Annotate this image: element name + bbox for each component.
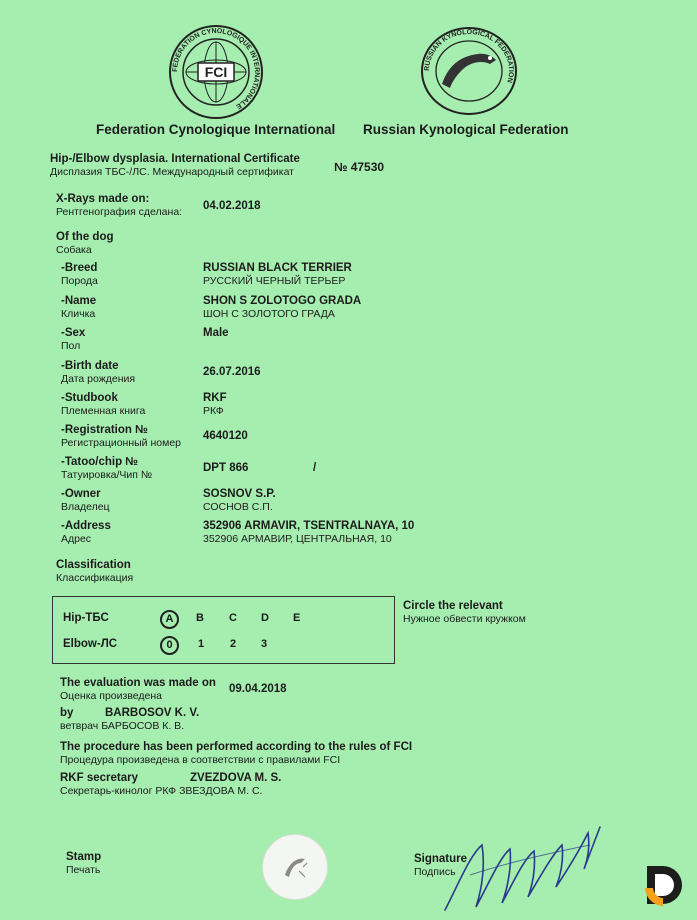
- label-ru: Пол: [61, 340, 81, 352]
- label-en: Classification: [56, 559, 131, 571]
- field-chip-value: DPT 866: [203, 462, 249, 474]
- hip-grade-a-selected: [160, 609, 179, 629]
- hip-grade-c: C: [229, 612, 237, 624]
- label-ru: Классификация: [56, 572, 134, 584]
- field-birthdate-label: [61, 360, 135, 386]
- by-ru: ветврач: [60, 720, 99, 732]
- label-en: -Birth date: [61, 360, 119, 372]
- field-name-label: [61, 295, 96, 321]
- secretary-label-en: RKF secretary: [60, 772, 138, 784]
- by-en: by: [60, 707, 74, 719]
- field-owner-label: [61, 488, 110, 514]
- label-en: -Owner: [61, 488, 101, 500]
- title-en: Hip-/Elbow dysplasia. International Certificate: [50, 153, 300, 165]
- hip-grade-e: E: [293, 612, 301, 624]
- value-en: SOSNOV S.P.: [203, 488, 276, 500]
- grade-circle: A: [160, 610, 179, 629]
- field-address-label: [61, 520, 111, 546]
- hip-grade-d: D: [261, 612, 269, 624]
- value-en: 352906 ARMAVIR, TSENTRALNAYA, 10: [203, 520, 415, 532]
- value-en: RKF: [203, 392, 227, 404]
- label-ru: Владелец: [61, 501, 110, 513]
- stamp-en: Stamp: [66, 851, 102, 863]
- secretary: [60, 772, 281, 798]
- secretary-name-en: ZVEZDOVA M. S.: [190, 772, 282, 784]
- label-ru: Регистрационный номер: [61, 437, 181, 449]
- xray-date: 04.02.2018: [203, 200, 261, 212]
- title-ru: Дисплазия ТБС-/ЛС. Международный сертификат: [50, 166, 294, 178]
- elbow-grade-0-selected: [160, 635, 179, 655]
- procedure-statement: [60, 741, 412, 767]
- evaluation-label: [60, 677, 216, 703]
- stamp-ru: Печать: [66, 864, 101, 876]
- certificate-title: [50, 153, 300, 179]
- rkf-name: Russian Kynological Federation: [363, 122, 569, 137]
- watermark-logo-icon: [641, 862, 687, 908]
- field-registration-label: [61, 424, 181, 450]
- stamp-label: [66, 851, 101, 877]
- procedure-en: The procedure has been performed according to the rules of FCI: [60, 741, 413, 753]
- label-en: -Address: [61, 520, 111, 532]
- field-name-value: [203, 295, 361, 321]
- xray-label: [56, 193, 182, 219]
- vet-name-en: BARBOSOV K. V.: [105, 707, 200, 719]
- rkf-ring-text: RUSSIAN KYNOLOGICAL FEDERATION: [423, 28, 515, 84]
- field-sex-label: [61, 327, 85, 353]
- label-en: -Tatoo/chip №: [61, 456, 139, 468]
- grade-circle: 0: [160, 636, 179, 655]
- label-ru: Адрес: [61, 533, 92, 545]
- field-address-value: [203, 520, 414, 546]
- classification-label: [56, 559, 133, 585]
- label-ru: Татуировка/Чип №: [61, 469, 153, 481]
- label-en: -Name: [61, 295, 97, 307]
- field-birthdate-value: 26.07.2016: [203, 366, 261, 378]
- value-ru: ШОН С ЗОЛОТОГО ГРАДА: [203, 308, 335, 320]
- note-en: Circle the relevant: [403, 600, 503, 612]
- rkf-seal: [420, 26, 518, 116]
- stamp-image: [262, 834, 328, 900]
- label-en: -Sex: [61, 327, 86, 339]
- elbow-grade-3: 3: [261, 638, 268, 650]
- field-owner-value: [203, 488, 276, 514]
- circle-note: [403, 600, 526, 626]
- field-sex-value: [203, 327, 229, 340]
- field-studbook-value: [203, 392, 227, 418]
- value-ru: СОСНОВ С.П.: [203, 501, 273, 513]
- fci-name: Federation Cynologique International: [96, 122, 336, 137]
- xray-label-ru: Рентгенография сделана:: [56, 206, 183, 218]
- label-ru: Кличка: [61, 308, 96, 320]
- label-ru: Племенная книга: [61, 405, 146, 417]
- label-en: The evaluation was made on: [60, 677, 216, 689]
- value-ru: 352906 АРМАВИР, ЦЕНТРАЛЬНАЯ, 10: [203, 533, 392, 545]
- secretary-label-ru: Секретарь-кинолог РКФ: [60, 785, 177, 797]
- dog-label-en: Of the dog: [56, 231, 114, 243]
- fci-ring-text: FEDERATION CYNOLOGIQUE INTERNATIONALE: [171, 27, 261, 110]
- field-breed-label: [61, 262, 98, 288]
- label-ru: Дата рождения: [61, 373, 136, 385]
- hip-grade-b: B: [196, 612, 204, 624]
- vet-name-ru: БАРБОСОВ К. В.: [101, 720, 185, 732]
- label-en: -Breed: [61, 262, 98, 274]
- secretary-name-ru: ЗВЕЗДОВА М. С.: [179, 785, 263, 797]
- value-ru: РКФ: [203, 405, 224, 417]
- dog-section-label: [56, 231, 114, 257]
- fci-seal: [168, 24, 264, 120]
- hip-label: Hip-ТБС: [63, 612, 109, 624]
- field-breed-value: [203, 262, 352, 288]
- signature-en: Signature: [414, 853, 468, 865]
- note-ru: Нужное обвести кружком: [403, 613, 526, 625]
- dog-label-ru: Собака: [56, 244, 92, 256]
- procedure-ru: Процедура произведена в соответствии с правилами FCI: [60, 754, 341, 766]
- signature-ru: Подпись: [414, 866, 456, 878]
- handwritten-signature: [440, 815, 610, 915]
- xray-label-en: X-Rays made on:: [56, 193, 150, 205]
- certificate-number: № 47530: [334, 160, 385, 174]
- value-en: RUSSIAN BLACK TERRIER: [203, 262, 352, 274]
- label-en: -Studbook: [61, 392, 118, 404]
- value-en: Male: [203, 327, 229, 339]
- label-en: -Registration №: [61, 424, 148, 436]
- field-registration-value: 4640120: [203, 430, 248, 442]
- elbow-grade-2: 2: [230, 638, 237, 650]
- elbow-label: Elbow-ЛС: [63, 638, 118, 650]
- label-ru: Оценка произведена: [60, 690, 163, 702]
- value-ru: РУССКИЙ ЧЕРНЫЙ ТЕРЬЕР: [203, 275, 346, 287]
- chip-slash: /: [313, 462, 317, 474]
- elbow-grade-1: 1: [198, 638, 205, 650]
- evaluator: [60, 707, 199, 733]
- value-en: SHON S ZOLOTOGO GRADA: [203, 295, 362, 307]
- label-ru: Порода: [61, 275, 98, 287]
- field-chip-label: [61, 456, 152, 482]
- evaluation-date: 09.04.2018: [229, 683, 287, 695]
- field-studbook-label: [61, 392, 145, 418]
- classification-box: [52, 596, 395, 664]
- fci-seal-label: FCI: [204, 64, 228, 80]
